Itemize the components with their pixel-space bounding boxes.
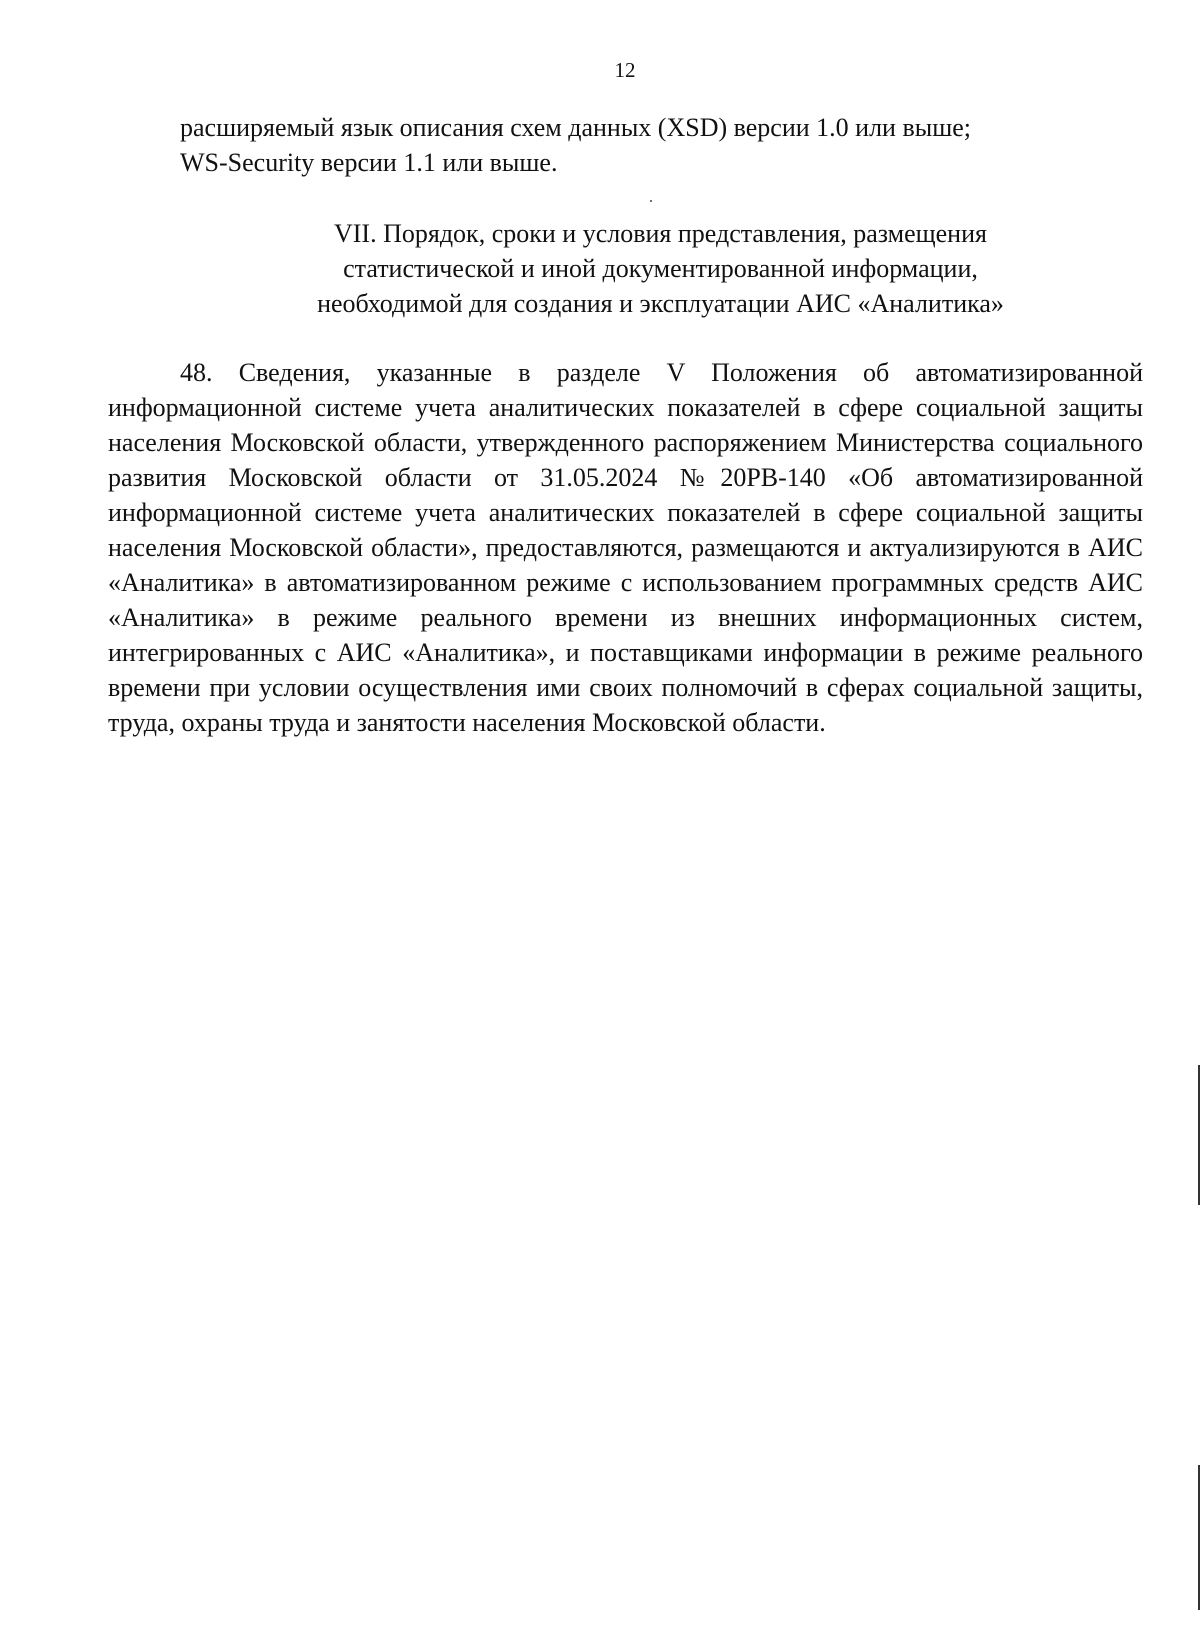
list-item: WS-Security версии 1.1 или выше. (180, 148, 558, 177)
page-number: 12 (614, 58, 636, 82)
section-heading (108, 216, 1143, 321)
section-heading-line: VII. Порядок, сроки и условия представления, размещения (334, 219, 987, 248)
continuation-list (108, 110, 1143, 180)
paragraph-48: 48. Сведения, указанные в разделе V Положения об автоматизированной информационной системе учета аналитических показателей в сфере социальной защиты населения Московской области, утвержденного распоряжением Министерства социального развития Московской области от 31.05.2024 №20РВ-140 «Об автоматизированной информационной системе учета аналитических показателей в сфере социальной защиты населения Московской области», предоставляются, размещаются и актуализируются в АИС «Аналитика» в автоматизированном режиме с использованием программных средств АИС «Аналитика» в режиме реального времени из внешних информационных систем, интегрированных с АИС «Аналитика», и поставщиками информации в режиме реального времени при условии осуществления ими своих полномочий в сферах социальной защиты, труда, охраны труда и занятости населения Московской области. (108, 358, 1143, 737)
list-item: расширяемый язык описания схем данных (XSD) версии 1.0 или выше; (180, 113, 971, 142)
section-heading-line: статистической и иной документированной информации, (343, 254, 978, 283)
scan-speck (650, 200, 652, 202)
section-heading-line: необходимой для создания и эксплуатации АИС «Аналитика» (317, 289, 1004, 318)
